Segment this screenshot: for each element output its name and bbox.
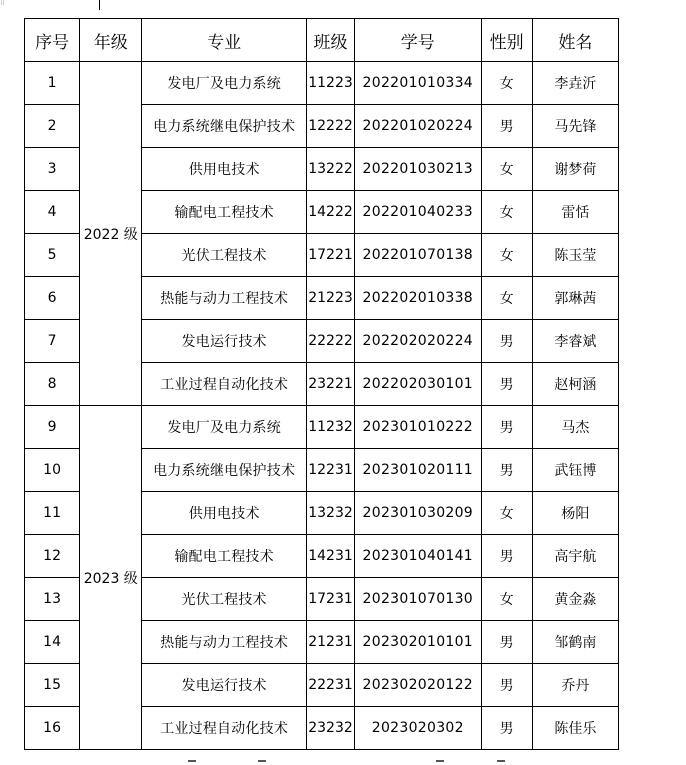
cell-class: 17231 xyxy=(306,578,354,621)
cell-gender: 男 xyxy=(481,406,532,449)
cell-student-id: 202301020111 xyxy=(355,449,481,492)
cell-name: 陈佳乐 xyxy=(532,707,618,750)
cell-student-id: 202201030213 xyxy=(355,148,481,191)
cell-major: 工业过程自动化技术 xyxy=(142,363,307,406)
cell-gender: 女 xyxy=(481,277,532,320)
cell-name: 武钰博 xyxy=(532,449,618,492)
cell-index: 1 xyxy=(25,62,80,105)
cell-major: 发电运行技术 xyxy=(142,664,307,707)
header-index: 序号 xyxy=(25,19,80,62)
cell-class: 21223 xyxy=(306,277,354,320)
header-class: 班级 xyxy=(306,19,354,62)
cell-gender: 男 xyxy=(481,363,532,406)
cell-gender: 女 xyxy=(481,492,532,535)
cell-class: 17221 xyxy=(306,234,354,277)
cell-student-id: 202301040141 xyxy=(355,535,481,578)
cell-index: 3 xyxy=(25,148,80,191)
cell-major: 输配电工程技术 xyxy=(142,191,307,234)
cell-student-id: 202202030101 xyxy=(355,363,481,406)
cell-name: 谢梦荷 xyxy=(532,148,618,191)
text-cursor xyxy=(99,0,100,10)
cell-major: 光伏工程技术 xyxy=(142,234,307,277)
cell-major: 电力系统继电保护技术 xyxy=(142,449,307,492)
header-student-id: 学号 xyxy=(355,19,481,62)
table-header xyxy=(25,19,619,62)
cell-name: 陈玉莹 xyxy=(532,234,618,277)
cell-index: 4 xyxy=(25,191,80,234)
cell-class: 14222 xyxy=(306,191,354,234)
cell-class: 11223 xyxy=(306,62,354,105)
cell-index: 5 xyxy=(25,234,80,277)
header-gender: 性别 xyxy=(481,19,532,62)
cell-class: 13222 xyxy=(306,148,354,191)
cell-student-id: 202301030209 xyxy=(355,492,481,535)
cell-name: 高宇航 xyxy=(532,535,618,578)
cell-class: 22222 xyxy=(306,320,354,363)
cell-index: 15 xyxy=(25,664,80,707)
cell-name: 乔丹 xyxy=(532,664,618,707)
cell-name: 黄金淼 xyxy=(532,578,618,621)
cell-name: 杨阳 xyxy=(532,492,618,535)
cell-name: 李垚沂 xyxy=(532,62,618,105)
cell-major: 发电厂及电力系统 xyxy=(142,62,307,105)
cell-class: 11232 xyxy=(306,406,354,449)
cell-major: 热能与动力工程技术 xyxy=(142,621,307,664)
cell-student-id: 202202010338 xyxy=(355,277,481,320)
cell-student-id: 202301070130 xyxy=(355,578,481,621)
cell-student-id: 202302010101 xyxy=(355,621,481,664)
cell-student-id: 202201040233 xyxy=(355,191,481,234)
cell-index: 8 xyxy=(25,363,80,406)
cell-major: 供用电技术 xyxy=(142,148,307,191)
cell-index: 11 xyxy=(25,492,80,535)
cell-index: 6 xyxy=(25,277,80,320)
cell-index: 16 xyxy=(25,707,80,750)
cell-name: 赵柯涵 xyxy=(532,363,618,406)
cell-name: 雷恬 xyxy=(532,191,618,234)
cell-name: 邹鹤南 xyxy=(532,621,618,664)
cell-gender: 女 xyxy=(481,578,532,621)
cell-major: 工业过程自动化技术 xyxy=(142,707,307,750)
cell-gender: 男 xyxy=(481,535,532,578)
cell-major: 输配电工程技术 xyxy=(142,535,307,578)
cell-student-id: 202201020224 xyxy=(355,105,481,148)
cell-index: 9 xyxy=(25,406,80,449)
cell-major: 光伏工程技术 xyxy=(142,578,307,621)
table-row xyxy=(25,62,619,105)
cell-index: 10 xyxy=(25,449,80,492)
cell-gender: 女 xyxy=(481,148,532,191)
cell-gender: 男 xyxy=(481,105,532,148)
cell-name: 李睿斌 xyxy=(532,320,618,363)
document-corner-marker: ⠿ xyxy=(0,0,7,7)
header-grade: 年级 xyxy=(80,19,142,62)
cell-major: 发电运行技术 xyxy=(142,320,307,363)
cell-gender: 男 xyxy=(481,707,532,750)
cell-gender: 女 xyxy=(481,191,532,234)
cell-index: 13 xyxy=(25,578,80,621)
student-roster-table xyxy=(24,18,619,750)
cell-major: 供用电技术 xyxy=(142,492,307,535)
cell-class: 12222 xyxy=(306,105,354,148)
cell-class: 23221 xyxy=(306,363,354,406)
cell-student-id: 2023020302 xyxy=(355,707,481,750)
cell-student-id: 202302020122 xyxy=(355,664,481,707)
cell-student-id: 202201070138 xyxy=(355,234,481,277)
cell-gender: 女 xyxy=(481,62,532,105)
cell-name: 马杰 xyxy=(532,406,618,449)
next-page-edge xyxy=(0,760,686,765)
cell-grade: 2022 级 xyxy=(80,62,142,406)
cell-gender: 男 xyxy=(481,320,532,363)
cell-class: 22231 xyxy=(306,664,354,707)
header-major: 专业 xyxy=(142,19,307,62)
cell-student-id: 202201010334 xyxy=(355,62,481,105)
cell-student-id: 202202020224 xyxy=(355,320,481,363)
table-row xyxy=(25,406,619,449)
cell-index: 7 xyxy=(25,320,80,363)
cell-index: 14 xyxy=(25,621,80,664)
cell-gender: 女 xyxy=(481,234,532,277)
cell-class: 13232 xyxy=(306,492,354,535)
cell-index: 12 xyxy=(25,535,80,578)
cell-name: 郭琳茜 xyxy=(532,277,618,320)
cell-grade: 2023 级 xyxy=(80,406,142,750)
cell-class: 21231 xyxy=(306,621,354,664)
cell-class: 23232 xyxy=(306,707,354,750)
cell-gender: 男 xyxy=(481,449,532,492)
cell-gender: 男 xyxy=(481,621,532,664)
cell-class: 12231 xyxy=(306,449,354,492)
header-name: 姓名 xyxy=(532,19,618,62)
table-body xyxy=(25,62,619,750)
cell-name: 马先锋 xyxy=(532,105,618,148)
header-row xyxy=(25,19,619,62)
cell-class: 14231 xyxy=(306,535,354,578)
cell-major: 热能与动力工程技术 xyxy=(142,277,307,320)
cell-index: 2 xyxy=(25,105,80,148)
cell-major: 电力系统继电保护技术 xyxy=(142,105,307,148)
cell-major: 发电厂及电力系统 xyxy=(142,406,307,449)
cell-gender: 男 xyxy=(481,664,532,707)
cell-student-id: 202301010222 xyxy=(355,406,481,449)
